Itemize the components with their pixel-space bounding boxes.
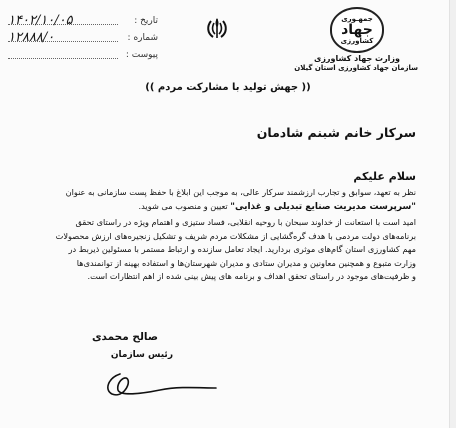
letter-meta <box>8 10 158 61</box>
body-line: وزارت متبوع و همچنین معاونین و مدیران ستادی و مدیران شهرستان‌ها و استفاده بهینه از توانمندی‌ها <box>76 257 416 268</box>
iran-emblem-icon <box>204 16 230 42</box>
ministry-logo <box>330 7 384 53</box>
signer-title: رئیس سازمان <box>110 350 173 360</box>
logo-line-3: کشاورزی <box>340 37 374 45</box>
date-value: ۱۴۰۲/۱۰/۰۵ <box>8 13 73 28</box>
body-line: مهم کشاورزی استان گام‌های موثری بردارید. ایجاد تعامل سازنده و ارتباط مستمر با مسئولین ذیربط در <box>68 244 416 254</box>
body-line: برنامه‌های دولت مردمی با هدف گره‌گشایی از مشکلات مردم شریف و تشکیل زنجیره‌های ارزش محصولات <box>55 230 416 241</box>
body-line <box>16 200 416 215</box>
greeting: سلام علیکم <box>353 170 416 183</box>
organization-name: سازمان جهاد کشاورزی استان گیلان <box>294 64 418 72</box>
body-line: و ظرفیت‌های موجود در راستای تحقق اهداف و برنامه های پیش بینی شده از اهم انتظارات است. <box>87 271 416 281</box>
attachment-dots <box>8 58 118 59</box>
date-row <box>8 10 158 27</box>
number-label: شماره : <box>127 33 158 43</box>
number-row <box>8 27 158 44</box>
number-value: ۱۲۸۸۸/۰ <box>8 30 55 45</box>
attachment-row <box>8 44 158 61</box>
body-line: نظر به تعهد، سوابق و تجارب ارزشمند سرکار عالی، به موجب این ابلاغ با حفظ پست سازمانی به عنوان <box>65 187 416 197</box>
logo-line-1: جمهـوری <box>341 15 373 23</box>
appointment-title: "سرپرست مدیریت صنایع تبدیلی و غذایی" <box>230 201 416 212</box>
date-label: تاریخ : <box>134 16 158 26</box>
page-edge <box>449 0 456 428</box>
slogan: (( جهش تولید با مشارکت مردم )) <box>145 82 311 93</box>
ministry-block <box>294 54 418 72</box>
signer-name: صالح محمدی <box>91 331 158 343</box>
appointment-rest: تعیین و منصوب می شوید. <box>138 200 231 211</box>
letter-body <box>16 186 416 284</box>
attachment-label: پیوست : <box>125 50 158 60</box>
ministry-name: وزارت جهاد کشاورزی <box>313 54 400 63</box>
logo-line-2: جهاد <box>341 22 373 38</box>
handwritten-signature <box>100 364 220 404</box>
body-line: امید است با استعانت از خداوند سبحان با روحیه انقلابی، فساد ستیزی و اهتمام ویژه در راستای تحقق <box>75 217 416 227</box>
addressee: سرکار خانم شبنم شادمان <box>256 125 416 140</box>
